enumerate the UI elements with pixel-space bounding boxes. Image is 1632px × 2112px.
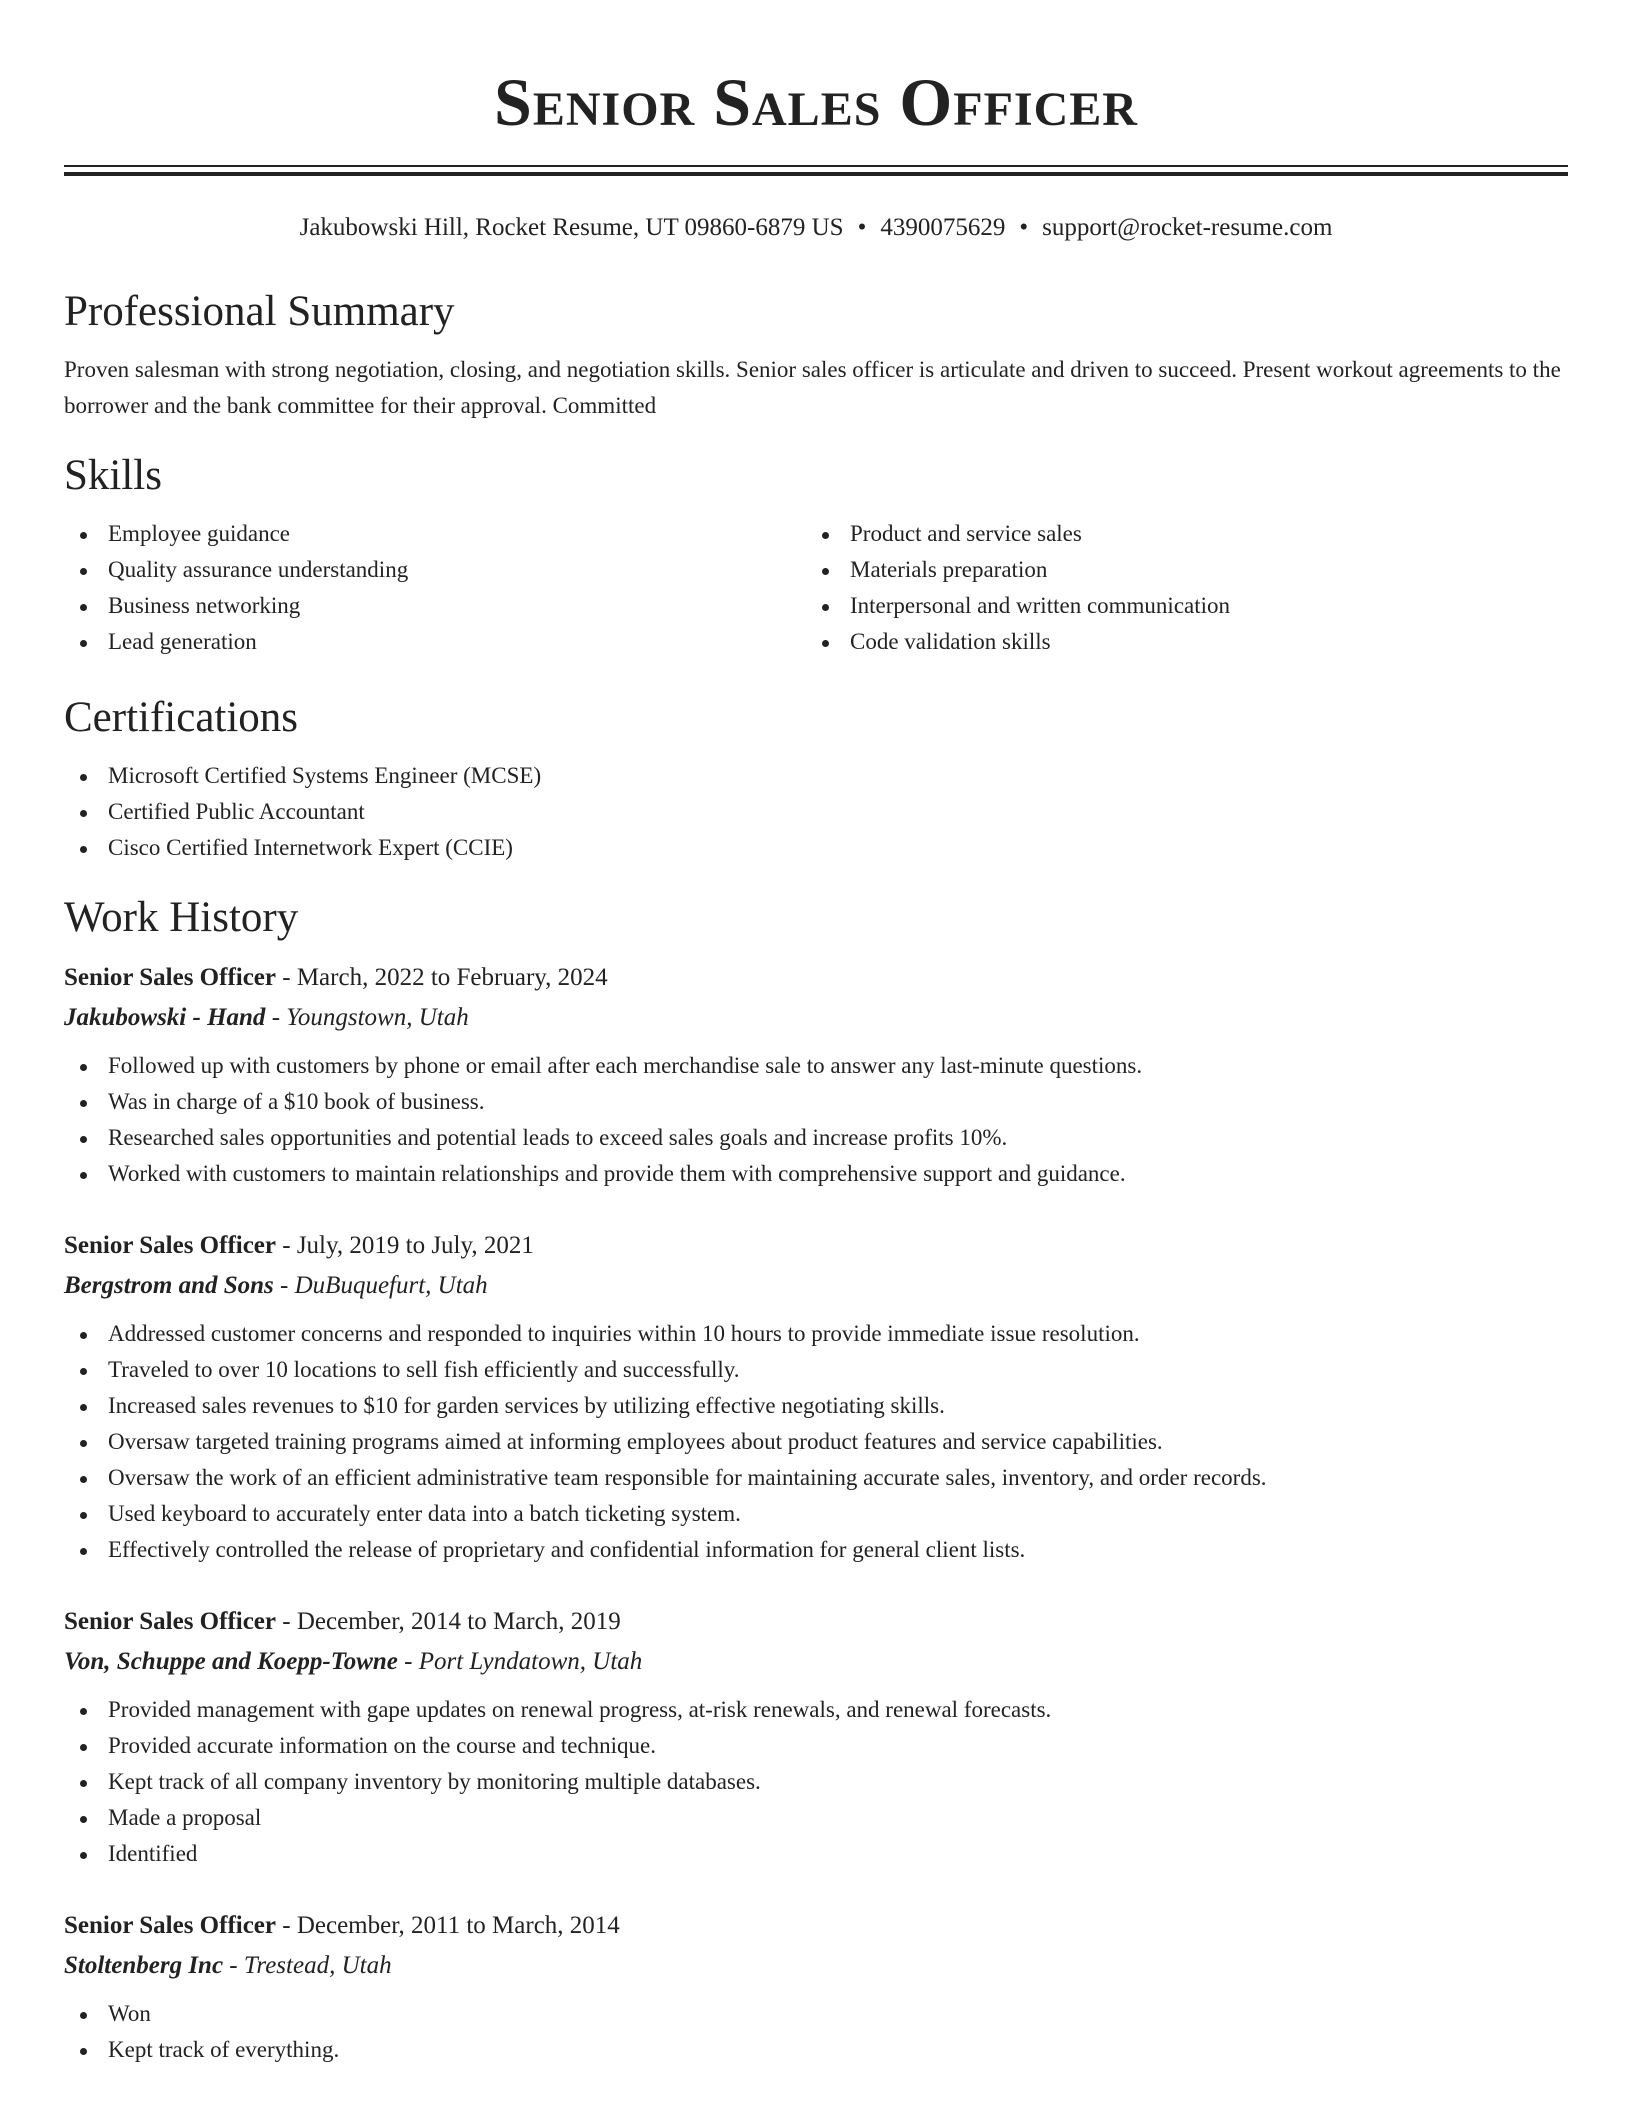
job-bullet: Worked with customers to maintain relationships and provide them with comprehensive support and guidance. — [64, 1156, 1568, 1192]
job-header — [64, 958, 1568, 998]
job-dash: - — [276, 1608, 297, 1635]
work-history-heading: Work History — [64, 894, 299, 941]
job-role: Senior Sales Officer — [64, 964, 276, 991]
job-dates: December, 2011 to March, 2014 — [296, 1912, 620, 1939]
job-dates: July, 2019 to July, 2021 — [296, 1232, 534, 1259]
job-bullet: Provided management with gape updates on renewal progress, at-risk renewals, and renewal forecasts. — [64, 1692, 1568, 1728]
job-bullet: Was in charge of a $10 book of business. — [64, 1084, 1568, 1120]
job-bullet: Oversaw targeted training programs aimed at informing employees about product features and service capabilities. — [64, 1424, 1568, 1460]
certifications-heading: Certifications — [64, 694, 299, 741]
contact-separator: • — [1019, 214, 1029, 241]
title-divider-thick — [64, 172, 1568, 176]
job-bullet: Oversaw the work of an efficient administrative team responsible for maintaining accurate sales, inventory, and order records. — [64, 1460, 1568, 1496]
job-list — [64, 958, 1568, 2068]
skill-item: Employee guidance — [64, 516, 806, 552]
job-dash: - — [276, 964, 297, 991]
job-entry — [64, 1906, 1568, 2068]
contact-line — [64, 212, 1568, 244]
certification-item: Cisco Certified Internetwork Expert (CCIE) — [64, 830, 1568, 866]
contact-separator: • — [857, 214, 867, 241]
job-dates: December, 2014 to March, 2019 — [296, 1608, 621, 1635]
job-dash: - — [397, 1648, 419, 1675]
job-dash: - — [276, 1912, 297, 1939]
job-role: Senior Sales Officer — [64, 1912, 276, 1939]
job-bullet: Kept track of everything. — [64, 2032, 1568, 2068]
job-location: Port Lyndatown, Utah — [418, 1648, 643, 1675]
job-bullets — [64, 1996, 1568, 2068]
job-dash: - — [265, 1004, 287, 1031]
job-header — [64, 1226, 1568, 1266]
certification-item: Certified Public Accountant — [64, 794, 1568, 830]
skill-item: Quality assurance understanding — [64, 552, 806, 588]
resume-page — [64, 0, 1568, 2068]
certifications-section — [64, 692, 1568, 866]
contact-email: support@rocket-resume.com — [1042, 214, 1333, 241]
job-dash: - — [223, 1952, 244, 1979]
skill-item: Product and service sales — [806, 516, 1548, 552]
summary-section — [64, 286, 1568, 424]
skill-item: Code validation skills — [806, 624, 1548, 660]
job-company-line — [64, 1266, 1568, 1306]
job-bullet: Provided accurate information on the course and technique. — [64, 1728, 1568, 1764]
job-bullet: Researched sales opportunities and potential leads to exceed sales goals and increase profits 10%. — [64, 1120, 1568, 1156]
job-company-line — [64, 998, 1568, 1038]
skills-heading: Skills — [64, 452, 162, 499]
job-role: Senior Sales Officer — [64, 1608, 276, 1635]
job-bullet: Increased sales revenues to $10 for garden services by utilizing effective negotiating skills. — [64, 1388, 1568, 1424]
job-company-line — [64, 1946, 1568, 1986]
job-bullet: Used keyboard to accurately enter data into a batch ticketing system. — [64, 1496, 1568, 1532]
job-dash: - — [273, 1272, 295, 1299]
job-bullets — [64, 1316, 1568, 1568]
job-entry — [64, 958, 1568, 1192]
skill-item: Business networking — [64, 588, 806, 624]
job-bullet: Made a proposal — [64, 1800, 1568, 1836]
summary-heading: Professional Summary — [64, 288, 455, 335]
job-company: Von, Schuppe and Koepp-Towne — [64, 1648, 398, 1675]
job-entry — [64, 1602, 1568, 1872]
job-dates: March, 2022 to February, 2024 — [296, 964, 608, 991]
work-history-section — [64, 892, 1568, 2068]
certification-item: Microsoft Certified Systems Engineer (MCSE) — [64, 758, 1568, 794]
contact-address: Jakubowski Hill, Rocket Resume, UT 09860-6879 US — [299, 214, 844, 241]
job-company-line — [64, 1642, 1568, 1682]
job-bullets — [64, 1048, 1568, 1192]
job-company: Jakubowski - Hand — [64, 1004, 266, 1031]
skills-column-right — [806, 516, 1548, 660]
skill-item: Lead generation — [64, 624, 806, 660]
job-header — [64, 1906, 1568, 1946]
title-divider-thin — [64, 165, 1568, 167]
resume-title: Senior Sales Officer — [494, 64, 1138, 140]
job-bullet: Addressed customer concerns and responded to inquiries within 10 hours to provide immediate issue resolution. — [64, 1316, 1568, 1352]
job-bullet: Followed up with customers by phone or email after each merchandise sale to answer any last-minute questions. — [64, 1048, 1568, 1084]
job-bullet: Effectively controlled the release of proprietary and confidential information for general client lists. — [64, 1532, 1568, 1568]
job-bullet: Traveled to over 10 locations to sell fish efficiently and successfully. — [64, 1352, 1568, 1388]
skills-column-left — [64, 516, 806, 660]
job-location: Trestead, Utah — [243, 1952, 392, 1979]
job-dash: - — [276, 1232, 297, 1259]
certifications-list — [64, 758, 1568, 866]
job-role: Senior Sales Officer — [64, 1232, 276, 1259]
skill-item: Materials preparation — [806, 552, 1548, 588]
contact-phone: 4390075629 — [880, 214, 1006, 241]
job-company: Bergstrom and Sons — [64, 1272, 274, 1299]
job-bullet: Won — [64, 1996, 1568, 2032]
job-entry — [64, 1226, 1568, 1568]
job-bullet: Kept track of all company inventory by monitoring multiple databases. — [64, 1764, 1568, 1800]
job-location: Youngstown, Utah — [286, 1004, 469, 1031]
skills-grid — [64, 516, 1568, 660]
skills-section — [64, 450, 1568, 660]
job-bullets — [64, 1692, 1568, 1872]
summary-text: Proven salesman with strong negotiation, closing, and negotiation skills. Senior sales officer is articulate and driven to succeed. Present workout agreements to the borrower and the bank committee for their approval. Committed — [64, 357, 1561, 418]
skill-item: Interpersonal and written communication — [806, 588, 1548, 624]
job-header — [64, 1602, 1568, 1642]
job-bullet: Identified — [64, 1836, 1568, 1872]
job-company: Stoltenberg Inc — [64, 1952, 224, 1979]
job-location: DuBuquefurt, Utah — [294, 1272, 488, 1299]
